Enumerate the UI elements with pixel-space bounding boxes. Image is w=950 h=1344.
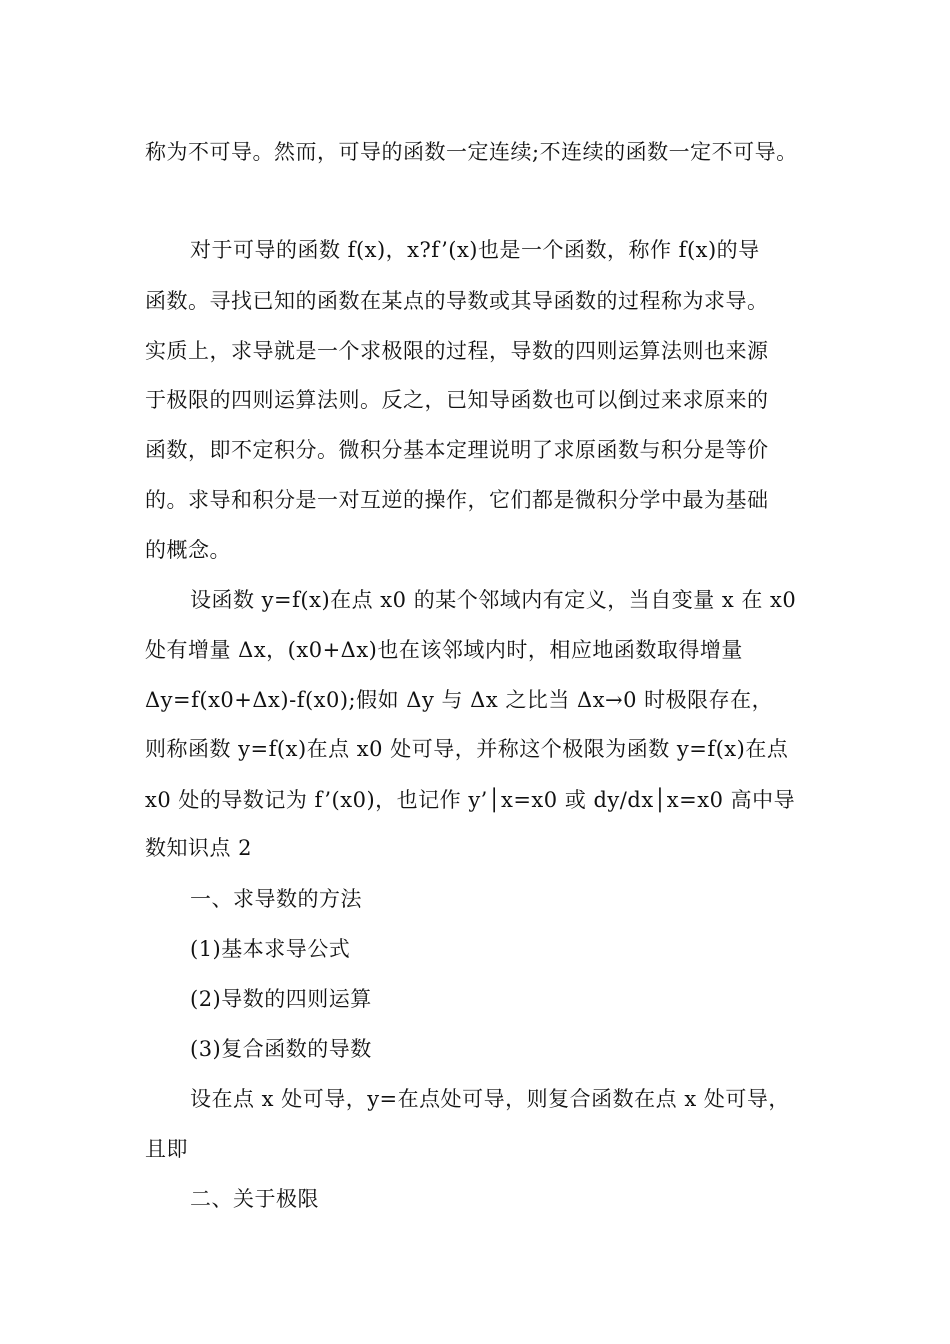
text-line: 且即 bbox=[145, 1137, 188, 1161]
text-line: 于极限的四则运算法则。反之，已知导函数也可以倒过来求原来的 bbox=[145, 388, 769, 412]
text-line: 数知识点 2 bbox=[145, 836, 253, 860]
text-line: 称为不可导。然而，可导的函数一定连续;不连续的函数一定不可导。 bbox=[145, 140, 798, 164]
list-item: (2)导数的四则运算 bbox=[190, 987, 372, 1011]
text-line: 的。求导和积分是一对互逆的操作，它们都是微积分学中最为基础 bbox=[145, 488, 769, 512]
text-line: 处有增量 Δx，(x0+Δx)也在该邻域内时，相应地函数取得增量 bbox=[145, 638, 743, 662]
text-line: 实质上，求导就是一个求极限的过程，导数的四则运算法则也来源 bbox=[145, 339, 769, 363]
text-line: 则称函数 y=f(x)在点 x0 处可导，并称这个极限为函数 y=f(x)在点 bbox=[145, 737, 789, 761]
list-item: (3)复合函数的导数 bbox=[190, 1037, 372, 1061]
section-heading: 二、关于极限 bbox=[190, 1187, 319, 1211]
text-line: 的概念。 bbox=[145, 538, 231, 562]
list-item: (1)基本求导公式 bbox=[190, 937, 351, 961]
text-line: 设函数 y=f(x)在点 x0 的某个邻域内有定义，当自变量 x 在 x0 bbox=[190, 588, 797, 612]
text-line: 对于可导的函数 f(x)，x?f’(x)也是一个函数，称作 f(x)的导 bbox=[190, 238, 760, 262]
text-line: x0 处的导数记为 f’(x0)，也记作 y’│x=x0 或 dy/dx│x=x0 高中导 bbox=[145, 788, 796, 812]
section-heading: 一、求导数的方法 bbox=[190, 887, 362, 911]
text-line: 函数，即不定积分。微积分基本定理说明了求原函数与积分是等价 bbox=[145, 438, 769, 462]
text-line: 函数。寻找已知的函数在某点的导数或其导函数的过程称为求导。 bbox=[145, 289, 769, 313]
text-line: Δy=f(x0+Δx)-f(x0);假如 Δy 与 Δx 之比当 Δx→0 时极限存在， bbox=[145, 688, 774, 712]
text-line: 设在点 x 处可导，y=在点处可导，则复合函数在点 x 处可导， bbox=[190, 1087, 790, 1111]
